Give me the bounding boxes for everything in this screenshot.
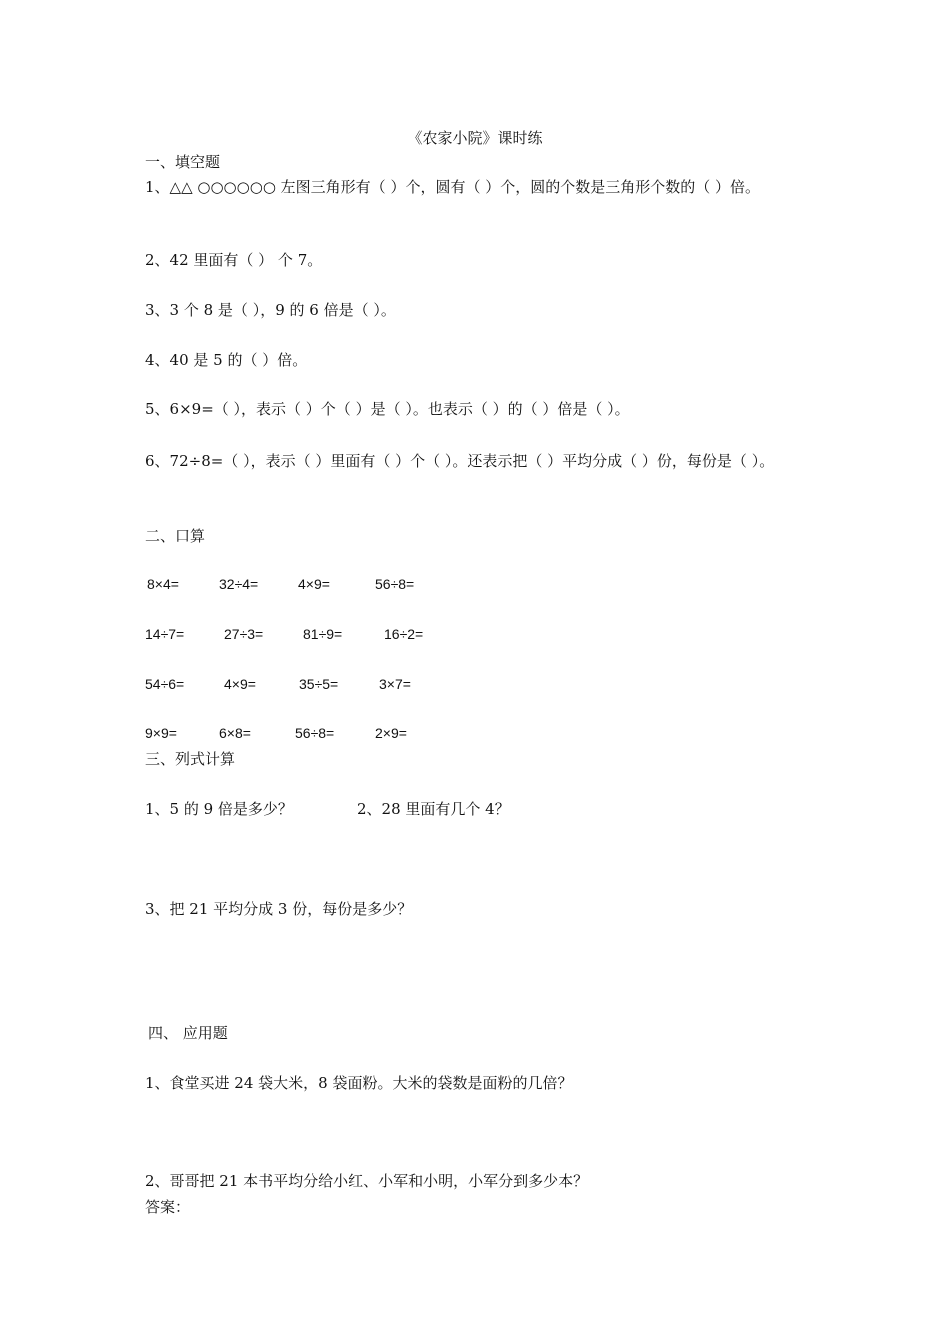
- mental-math-item: 81÷9=: [303, 626, 343, 642]
- mental-math-item: 56÷8=: [295, 725, 335, 741]
- mental-math-item: 32÷4=: [219, 576, 259, 592]
- section-equation-heading: 三、列式计算: [145, 750, 236, 768]
- mental-math-item: 56÷8=: [375, 576, 415, 592]
- answer-label: 答案：: [145, 1198, 191, 1216]
- section-application-heading: 四、 应用题: [148, 1024, 228, 1042]
- mental-math-item: 4×9=: [224, 676, 256, 692]
- fill-blank-question-3: 3、3 个 8 是（ ），9 的 6 倍是（ ）。: [145, 301, 396, 319]
- fill-blank-question-5: 5、6×9=（ ），表示（ ）个（ ）是（ ）。也表示（ ）的（ ）倍是（ ）。: [145, 400, 630, 418]
- mental-math-item: 3×7=: [379, 676, 411, 692]
- mental-math-item: 54÷6=: [145, 676, 185, 692]
- mental-math-item: 35÷5=: [299, 676, 339, 692]
- section-mental-math-heading: 二、口算: [145, 527, 206, 545]
- mental-math-item: 8×4=: [147, 576, 179, 592]
- fill-blank-question-4: 4、40 是 5 的（ ）倍。: [145, 351, 308, 369]
- fill-blank-question-2: 2、42 里面有（ ） 个 7。: [145, 251, 323, 269]
- equation-question-1: 1、5 的 9 倍是多少？: [145, 800, 293, 818]
- application-question-1: 1、食堂买进 24 袋大米，8 袋面粉。大米的袋数是面粉的几倍？: [145, 1074, 573, 1092]
- mental-math-item: 2×9=: [375, 725, 407, 741]
- application-question-2: 2、哥哥把 21 本书平均分给小红、小军和小明，小军分到多少本？: [145, 1172, 589, 1190]
- mental-math-item: 16÷2=: [384, 626, 424, 642]
- page-title: 《农家小院》课时练: [407, 129, 543, 147]
- fill-blank-question-6: 6、72÷8=（ ），表示（ ）里面有（ ）个（ ）。还表示把（ ）平均分成（ ）份，每份是（ ）。: [145, 452, 775, 470]
- mental-math-item: 14÷7=: [145, 626, 185, 642]
- equation-question-3: 3、把 21 平均分成 3 份，每份是多少？: [145, 900, 413, 918]
- mental-math-item: 6×8=: [219, 725, 251, 741]
- equation-question-2: 2、28 里面有几个 4？: [357, 800, 510, 818]
- mental-math-item: 4×9=: [298, 576, 330, 592]
- fill-blank-question-1: 1、△△ ○○○○○○ 左图三角形有（ ）个，圆有（ ）个，圆的个数是三角形个数的（ ）倍。: [145, 178, 760, 196]
- section-fill-blank-heading: 一、填空题: [145, 153, 221, 171]
- mental-math-item: 9×9=: [145, 725, 177, 741]
- mental-math-item: 27÷3=: [224, 626, 264, 642]
